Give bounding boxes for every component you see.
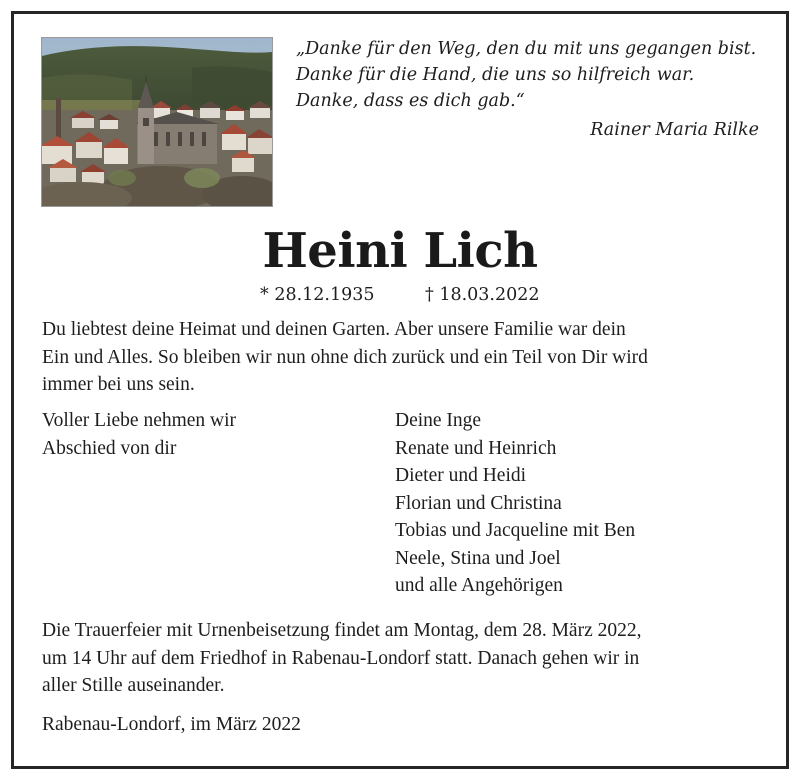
village-photo-illustration <box>42 38 272 206</box>
mourner-item: und alle Angehörigen <box>395 575 563 596</box>
mourners-list <box>395 407 635 600</box>
place-and-date <box>42 711 301 739</box>
intro-line: Ein und Alles. So bleiben wir nun ohne dich zurück und ein Teil von Dir wird <box>42 346 648 368</box>
village-church-photo <box>41 37 273 207</box>
ceremony-line: Die Trauerfeier mit Urnenbeisetzung findet am Montag, dem 28. März 2022, <box>42 620 642 641</box>
ceremony-line: um 14 Uhr auf dem Friedhof in Rabenau-Londorf statt. Danach gehen wir in <box>42 647 640 669</box>
death-date: † 18.03.2022 <box>425 285 540 305</box>
mourner-item: Florian und Christina <box>395 492 562 514</box>
life-dates <box>0 283 800 307</box>
mourner-item: Deine Inge <box>395 410 482 431</box>
ceremony-line: aller Stille auseinander. <box>42 675 225 696</box>
place-date-line: Rabenau-Londorf, im März 2022 <box>42 714 301 735</box>
quote-line: Danke, dass es dich gab.“ <box>296 91 525 111</box>
farewell-line: Abschied von dir <box>42 437 177 459</box>
farewell-text <box>42 407 236 462</box>
quote-author: Rainer Maria Rilke <box>590 120 759 140</box>
mourner-item: Tobias und Jacqueline mit Ben <box>395 520 636 541</box>
intro-line: Du liebtest deine Heimat und deinen Garten. Aber unsere Familie war dein <box>42 319 626 340</box>
rilke-quote <box>296 36 766 114</box>
birth-date: * 28.12.1935 <box>260 285 375 305</box>
ceremony-paragraph <box>42 617 641 700</box>
mourner-item: Neele, Stina und Joel <box>395 547 561 569</box>
mourner-item: Renate und Heinrich <box>395 437 557 459</box>
intro-line: immer bei uns sein. <box>42 374 195 395</box>
quote-line: Danke für die Hand, die uns so hilfreich war. <box>296 65 695 85</box>
deceased-name: Heini Lich <box>262 223 538 279</box>
intro-paragraph <box>42 316 648 399</box>
quote-line: „Danke für den Weg, den du mit uns gegangen bist. <box>296 39 757 59</box>
mourner-item: Dieter und Heidi <box>395 465 527 486</box>
farewell-line: Voller Liebe nehmen wir <box>42 410 237 431</box>
